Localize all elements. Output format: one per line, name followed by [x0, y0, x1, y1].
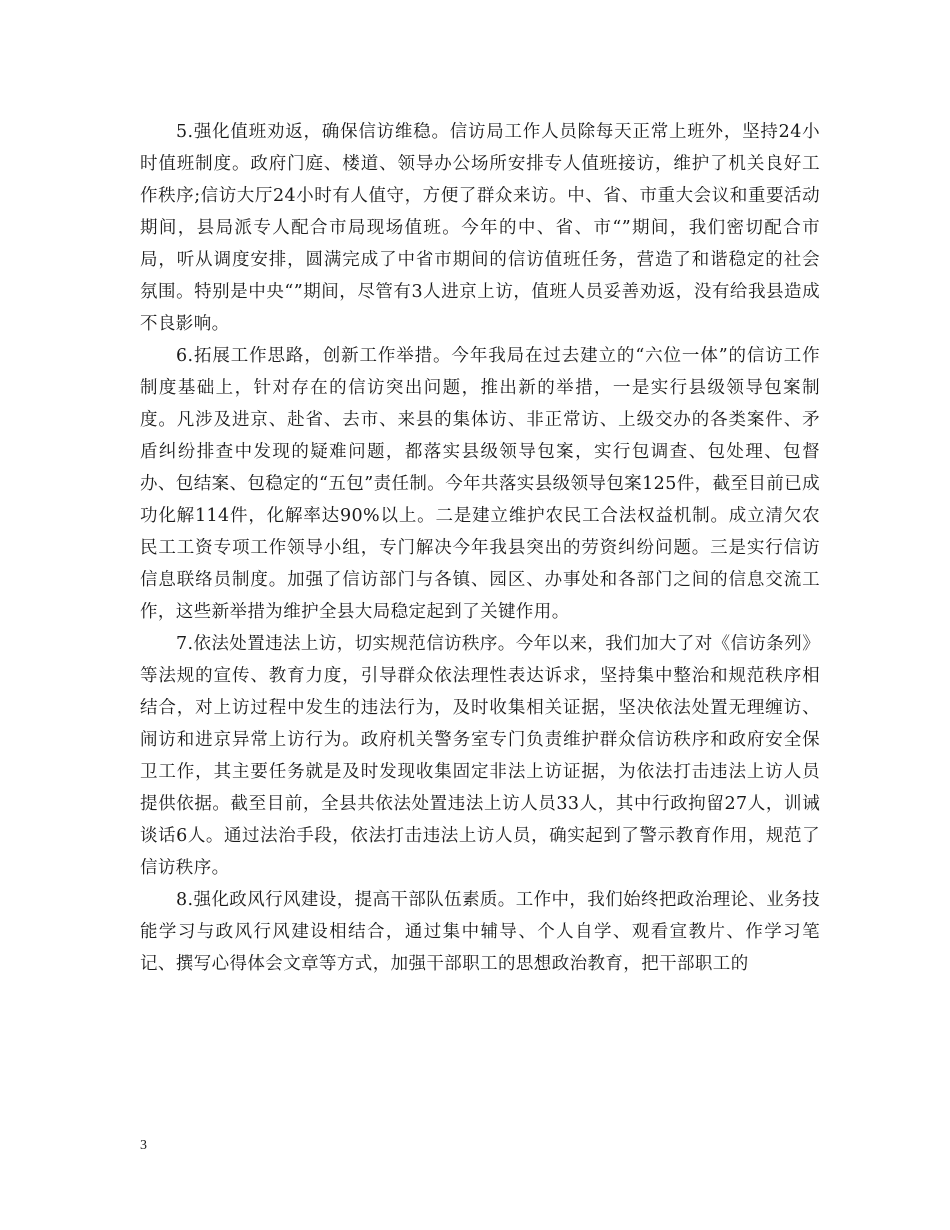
page-number: 3 — [140, 1138, 147, 1153]
document-body — [140, 116, 820, 980]
paragraph-8: 8.强化政风行风建设，提高干部队伍素质。工作中，我们始终把政治理论、业务技能学习与政风行风建设相结合，通过集中辅导、个人自学、观看宣教片、作学习笔记、撰写心得体会文章等方式，加强干部职工的思想政治教育，把干部职工的 — [140, 890, 820, 974]
paragraph-7: 7.依法处置违法上访，切实规范信访秩序。今年以来，我们加大了对《信访条列》等法规的宣传、教育力度，引导群众依法理性表达诉求，坚持集中整治和规范秩序相结合，对上访过程中发生的违法行为，及时收集相关证据，坚决依法处置无理缠访、闹访和进京异常上访行为。政府机关警务室专门负责维护群众信访秩序和政府安全保卫工作，其主要任务就是及时发现收集固定非法上访证据，为依法打击违法上访人员提供依据。截至目前，全县共依法处置违法上访人员33人，其中行政拘留27人，训诫谈话6人。通过法治手段，依法打击违法上访人员，确实起到了警示教育作用，规范了信访秩序。 — [140, 634, 820, 878]
paragraph-5: 5.强化值班劝返，确保信访维稳。信访局工作人员除每天正常上班外，坚持24小时值班制度。政府门庭、楼道、领导办公场所安排专人值班接访，维护了机关良好工作秩序;信访大厅24小时有人值守，方便了群众来访。中、省、市重大会议和重要活动期间，县局派专人配合市局现场值班。今年的中、省、市“”期间，我们密切配合市局，听从调度安排，圆满完成了中省市期间的信访值班任务，营造了和谐稳定的社会氛围。特别是中央“”期间，尽管有3人进京上访，值班人员妥善劝返，没有给我县造成不良影响。 — [140, 122, 820, 334]
paragraph-6: 6.拓展工作思路，创新工作举措。今年我局在过去建立的“六位一体”的信访工作制度基础上，针对存在的信访突出问题，推出新的举措，一是实行县级领导包案制度。凡涉及进京、赴省、去市、来县的集体访、非正常访、上级交办的各类案件、矛盾纠纷排查中发现的疑难问题，都落实县级领导包案，实行包调查、包处理、包督办、包结案、包稳定的“五包”责任制。今年共落实县级领导包案125件，截至目前已成功化解114件，化解率达90%以上。二是建立维护农民工合法权益机制。成立清欠农民工工资专项工作领导小组，专门解决今年我县突出的劳资纠纷问题。三是实行信访信息联络员制度。加强了信访部门与各镇、园区、办事处和各部门之间的信息交流工作，这些新举措为维护全县大局稳定起到了关键作用。 — [140, 346, 820, 622]
